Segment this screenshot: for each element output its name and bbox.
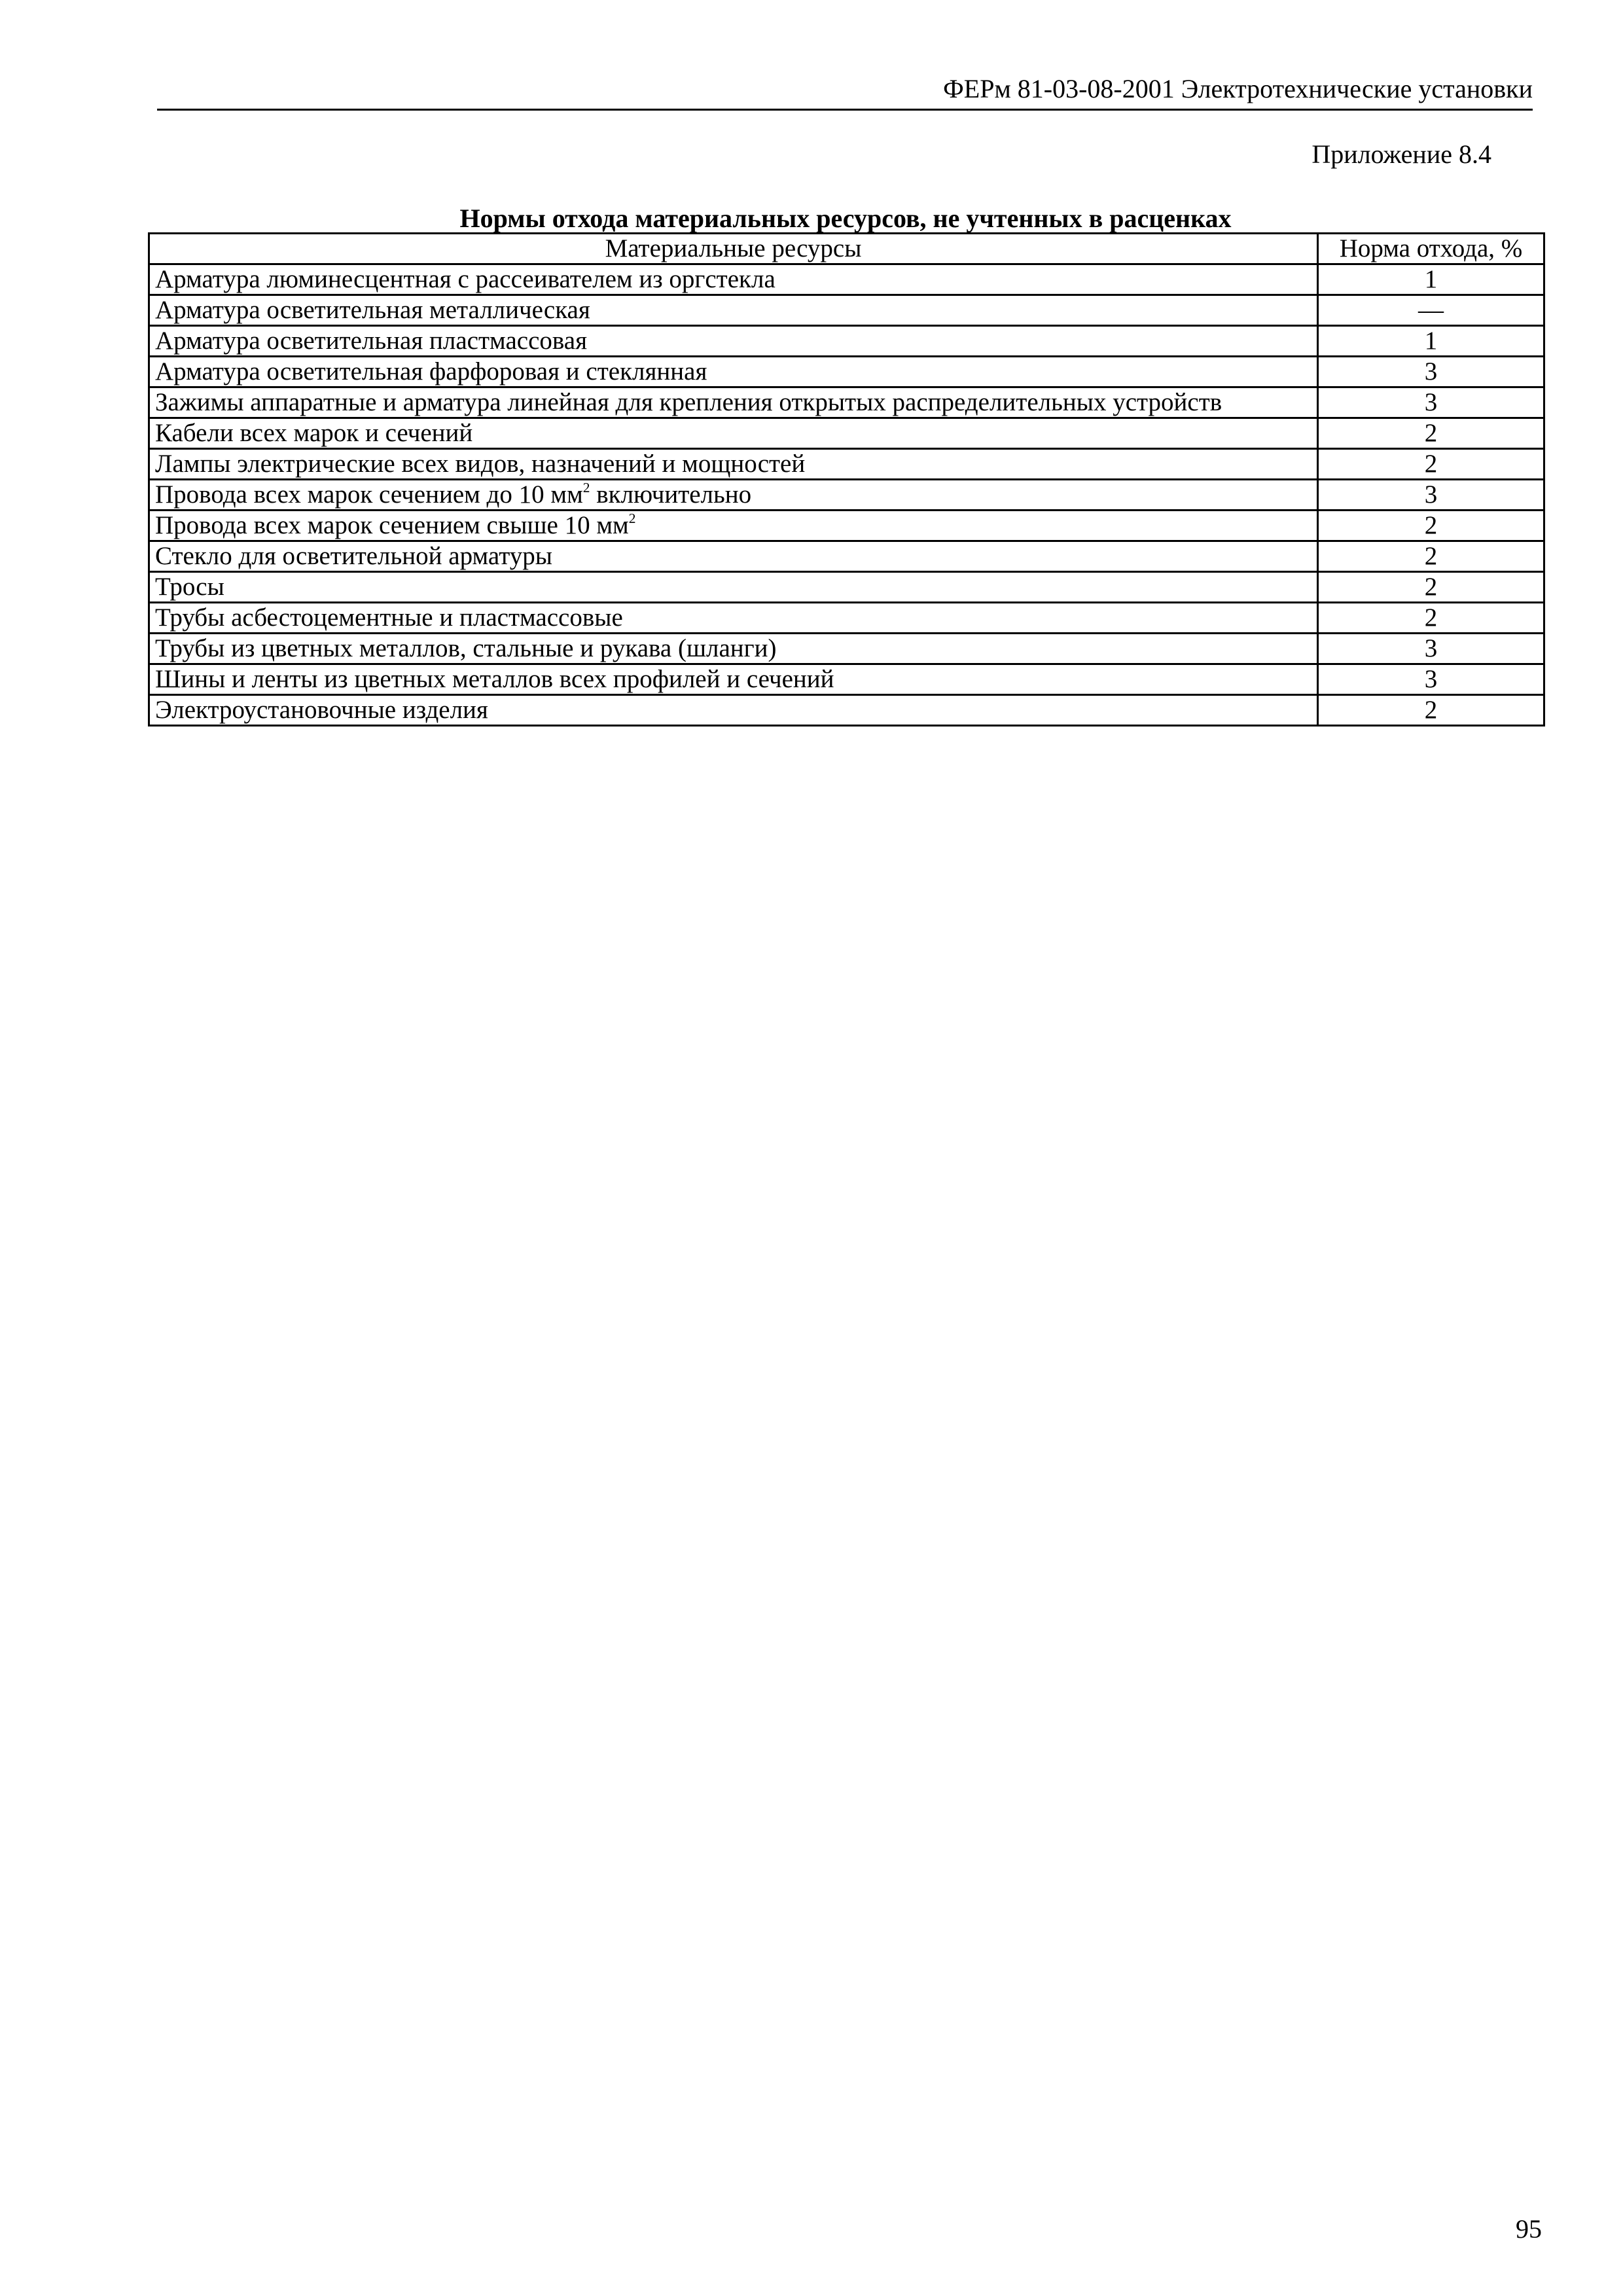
table-row [149, 449, 1544, 480]
rate-cell: 2 [1318, 511, 1544, 541]
table-row [149, 326, 1544, 357]
table-title: Нормы отхода материальных ресурсов, не учтенных в расценках [459, 204, 1232, 233]
rate-cell: 2 [1318, 418, 1544, 449]
table-header-row [149, 234, 1544, 264]
material-cell: Арматура осветительная пластмассовая [149, 326, 1318, 357]
page-number: 95 [1516, 2214, 1542, 2244]
table-row [149, 264, 1544, 295]
material-cell: Лампы электрические всех видов, назначений и мощностей [149, 449, 1318, 480]
material-text: Провода всех марок сечением до 10 мм [155, 480, 583, 509]
rate-cell: 3 [1318, 357, 1544, 387]
table-row [149, 418, 1544, 449]
rate-cell: 2 [1318, 603, 1544, 634]
material-text-suffix: включительно [590, 480, 752, 509]
material-cell: Тросы [149, 572, 1318, 603]
material-cell [149, 480, 1318, 511]
table-row [149, 511, 1544, 541]
table-row [149, 357, 1544, 387]
column-header-materials: Материальные ресурсы [149, 234, 1318, 264]
table-row [149, 634, 1544, 664]
rate-cell: 1 [1318, 326, 1544, 357]
material-cell: Трубы из цветных металлов, стальные и рукава (шланги) [149, 634, 1318, 664]
material-cell: Электроустановочные изделия [149, 695, 1318, 726]
rate-cell: 2 [1318, 449, 1544, 480]
rate-cell: 1 [1318, 264, 1544, 295]
rate-cell: — [1318, 295, 1544, 326]
rate-cell: 3 [1318, 480, 1544, 511]
running-header [157, 73, 1533, 111]
material-cell: Стекло для осветительной арматуры [149, 541, 1318, 572]
table-row [149, 572, 1544, 603]
running-header-title: ФЕРм 81-03-08-2001 Электротехнические установки [943, 74, 1533, 103]
waste-norms-table [148, 232, 1545, 726]
rate-cell: 3 [1318, 634, 1544, 664]
column-header-waste-rate: Норма отхода, % [1318, 234, 1544, 264]
rate-cell: 3 [1318, 387, 1544, 418]
material-cell [149, 511, 1318, 541]
rate-cell: 2 [1318, 572, 1544, 603]
material-cell: Шины и ленты из цветных металлов всех профилей и сечений [149, 664, 1318, 695]
table-row [149, 295, 1544, 326]
table-row [149, 480, 1544, 511]
table-row [149, 695, 1544, 726]
superscript-square: 2 [582, 479, 590, 495]
rate-cell: 2 [1318, 541, 1544, 572]
material-cell: Трубы асбестоцементные и пластмассовые [149, 603, 1318, 634]
rate-cell: 3 [1318, 664, 1544, 695]
table-row [149, 387, 1544, 418]
table-row [149, 664, 1544, 695]
appendix-label: Приложение 8.4 [1311, 139, 1491, 169]
table-row [149, 603, 1544, 634]
material-cell: Арматура люминесцентная с рассеивателем из оргстекла [149, 264, 1318, 295]
superscript-square: 2 [628, 510, 636, 526]
material-cell: Арматура осветительная фарфоровая и стеклянная [149, 357, 1318, 387]
material-cell: Арматура осветительная металлическая [149, 295, 1318, 326]
rate-cell: 2 [1318, 695, 1544, 726]
table-row [149, 541, 1544, 572]
material-cell: Кабели всех марок и сечений [149, 418, 1318, 449]
material-text: Провода всех марок сечением свыше 10 мм [155, 511, 629, 539]
material-cell: Зажимы аппаратные и арматура линейная для крепления открытых распределительных устройств [149, 387, 1318, 418]
